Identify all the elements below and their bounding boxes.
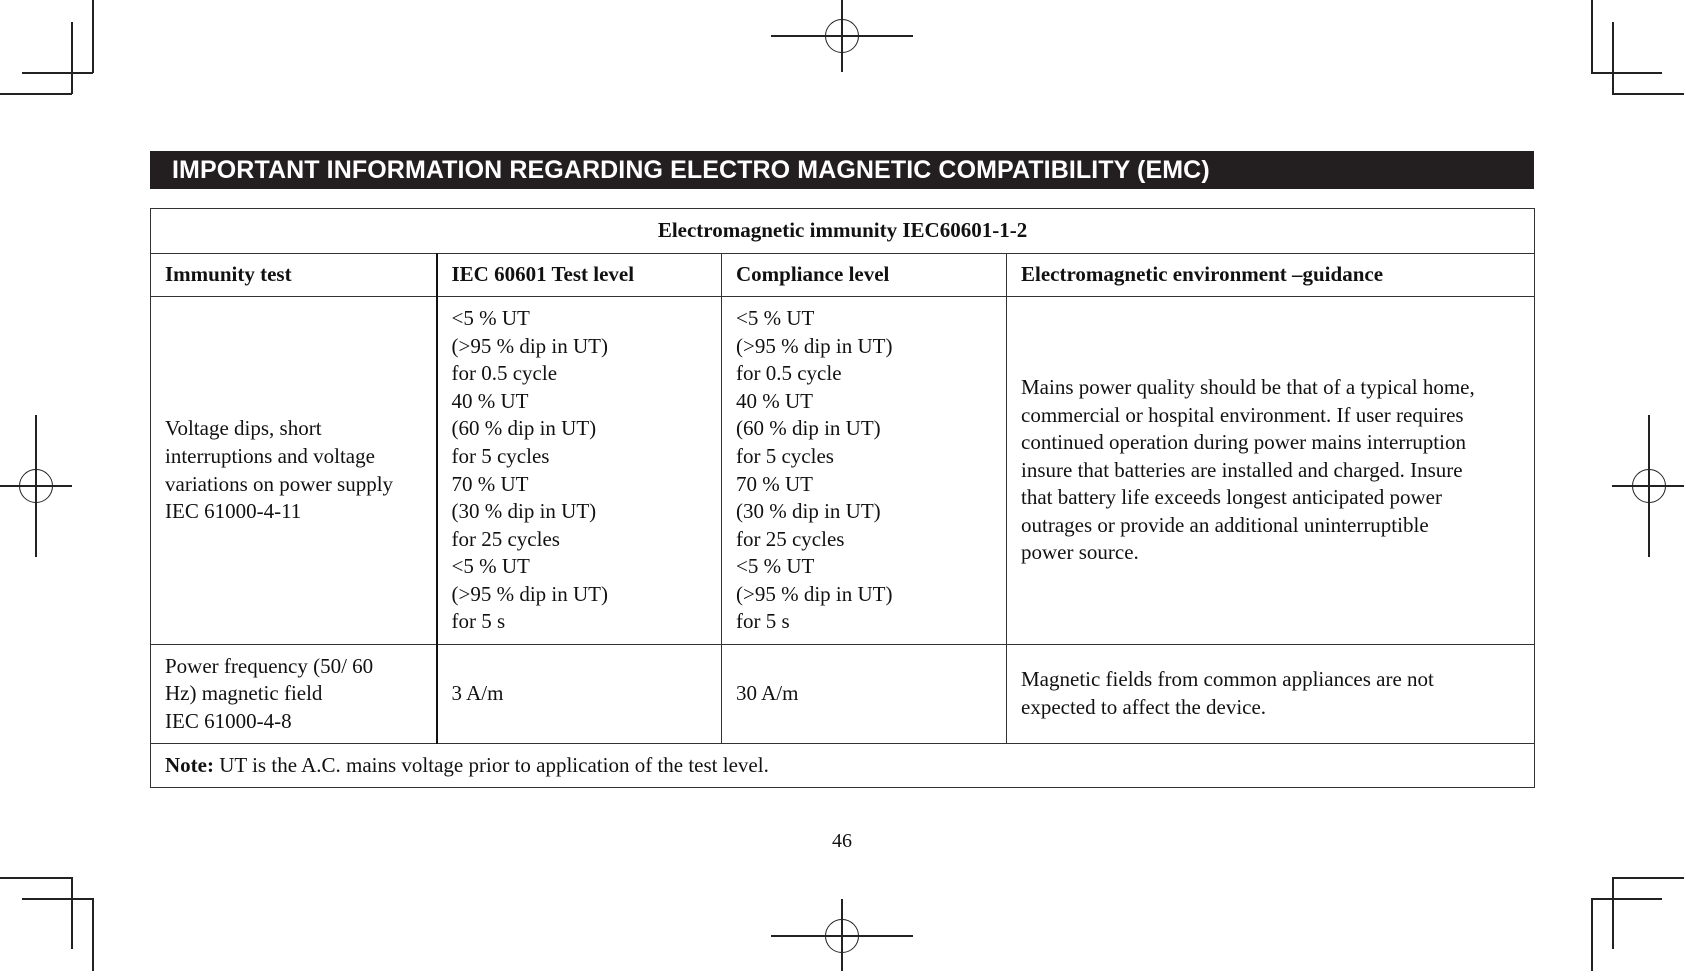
column-header-test-level: IEC 60601 Test level: [437, 254, 722, 297]
cell-line: 30 A/m: [736, 681, 799, 706]
cell-line: for 25 cycles: [736, 526, 845, 551]
test-level-cell: [437, 297, 722, 645]
cell-line: 40 % UT: [736, 388, 813, 413]
cell-line: for 0.5 cycle: [736, 361, 842, 386]
cell-line: that battery life exceeds longest anticipated power: [1021, 485, 1442, 510]
immunity-test-cell: [151, 645, 437, 744]
cell-line: for 5 cycles: [736, 443, 834, 468]
table-row: [151, 645, 1535, 744]
table-title: Electromagnetic immunity IEC60601-1-2: [151, 209, 1535, 254]
cell-line: Power frequency (50/ 60: [165, 653, 374, 678]
cell-line: interruptions and voltage: [165, 443, 375, 468]
section-header-bar: [150, 151, 1534, 189]
cell-line: IEC 61000-4-8: [165, 708, 292, 733]
cell-line: for 5 s: [451, 609, 506, 634]
section-title: IMPORTANT INFORMATION REGARDING ELECTRO MAGNETIC COMPATIBILITY (EMC): [172, 155, 1210, 184]
emc-immunity-table: [150, 208, 1535, 788]
guidance-cell: [1007, 297, 1535, 645]
compliance-level-cell: [722, 297, 1007, 645]
table-note-row: [151, 744, 1535, 788]
table-note: [151, 744, 1535, 788]
cell-line: for 5 s: [736, 609, 790, 634]
registration-mark-top: [771, 0, 913, 72]
guidance-cell: [1007, 645, 1535, 744]
cell-line: <5 % UT: [451, 305, 530, 330]
page-number: 46: [832, 830, 852, 852]
column-header-immunity-test: Immunity test: [151, 254, 437, 297]
cell-line: (30 % dip in UT): [451, 499, 597, 524]
registration-mark-bottom: [771, 899, 913, 971]
cell-line: for 5 cycles: [451, 443, 550, 468]
cell-line: IEC 61000-4-11: [165, 499, 302, 524]
cell-line: Magnetic fields from common appliances are not: [1021, 667, 1434, 692]
cell-line: 70 % UT: [736, 471, 813, 496]
cell-line: 70 % UT: [451, 471, 529, 496]
column-header-compliance-level: Compliance level: [722, 254, 1007, 297]
cell-line: <5 % UT: [736, 554, 815, 579]
immunity-test-cell: [151, 297, 437, 645]
cell-line: for 0.5 cycle: [451, 361, 558, 386]
cell-line: 3 A/m: [451, 681, 504, 706]
compliance-level-cell: [722, 645, 1007, 744]
cell-line: (>95 % dip in UT): [451, 581, 608, 606]
cell-line: (>95 % dip in UT): [451, 333, 608, 358]
cell-line: for 25 cycles: [451, 526, 560, 551]
note-label: Note:: [165, 752, 214, 777]
table-title-row: [151, 209, 1535, 254]
cell-line: power source.: [1021, 540, 1139, 565]
cell-line: variations on power supply: [165, 471, 394, 496]
test-level-cell: [437, 645, 722, 744]
cell-line: <5 % UT: [451, 554, 530, 579]
cell-line: expected to affect the device.: [1021, 695, 1267, 719]
cell-line: (>95 % dip in UT): [736, 581, 893, 606]
registration-mark-left: [0, 415, 72, 557]
cell-line: (60 % dip in UT): [451, 416, 597, 441]
cell-line: (>95 % dip in UT): [736, 333, 893, 358]
cell-line: (60 % dip in UT): [736, 416, 881, 441]
cell-line: Hz) magnetic field: [165, 681, 323, 706]
cell-line: <5 % UT: [736, 305, 815, 330]
cell-line: outrages or provide an additional uninterruptible: [1021, 512, 1429, 537]
cell-line: (30 % dip in UT): [736, 499, 881, 524]
column-header-guidance: Electromagnetic environment –guidance: [1007, 254, 1535, 297]
registration-mark-right: [1612, 415, 1684, 557]
cell-line: Voltage dips, short: [165, 416, 322, 441]
note-text: UT is the A.C. mains voltage prior to application of the test level.: [213, 752, 769, 777]
table-header-row: [151, 254, 1535, 297]
cell-line: insure that batteries are installed and charged. Insure: [1021, 457, 1463, 482]
cell-line: commercial or hospital environment. If user requires: [1021, 402, 1464, 427]
table-row: [151, 297, 1535, 645]
cell-line: Mains power quality should be that of a typical home,: [1021, 374, 1475, 399]
cell-line: 40 % UT: [451, 388, 529, 413]
cell-line: continued operation during power mains interruption: [1021, 430, 1466, 455]
